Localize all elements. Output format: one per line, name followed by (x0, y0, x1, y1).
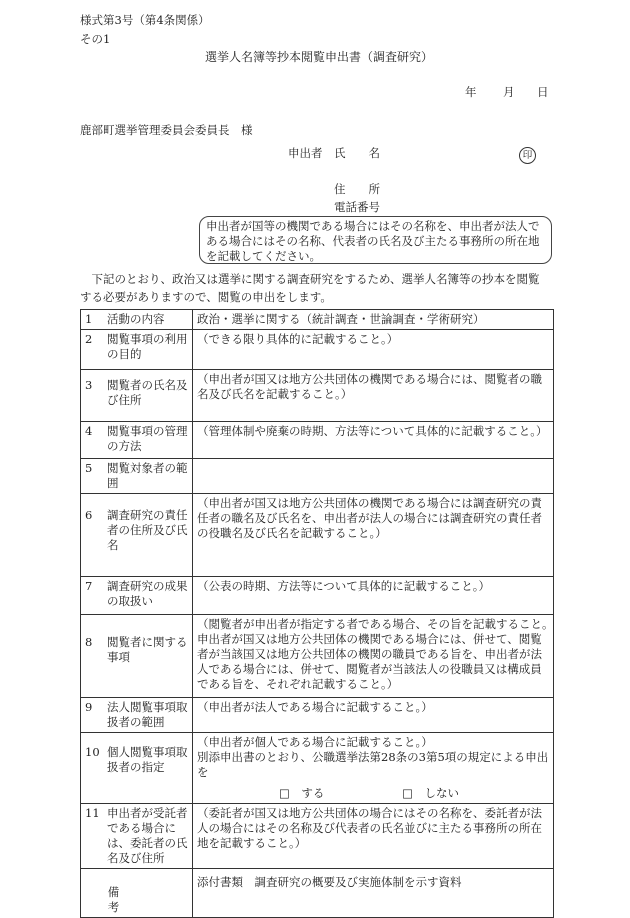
row-content-line: 申出者が国又は地方公共団体の機関である場合には、併せて、閲覧 (197, 632, 542, 646)
row-content-line: 政治・選挙に関する（統計調査・世論調査・学術研究） (197, 312, 485, 326)
row-label-cell (81, 459, 193, 494)
form-number: 様式第3号（第4条関係） (80, 13, 210, 27)
table-row (81, 494, 554, 577)
row-label: 申出者が受託者である場合には、委託者の氏名及び住所 (107, 806, 188, 865)
date-day-label: 日 (537, 85, 549, 99)
row-content-cell[interactable] (193, 615, 554, 698)
row-label-cell (81, 422, 193, 459)
row-content-line: 任者の職名及び氏名を、申出者が法人の場合には調査研究の責任者 (197, 511, 542, 525)
row-number: 6 (85, 508, 93, 522)
row-label: 法人閲覧事項取扱者の範囲 (107, 700, 188, 729)
seal-mark: 印 (519, 147, 536, 164)
applicant-note-text (206, 219, 540, 264)
applicant-phone-label: 電話番号 (334, 200, 380, 214)
row-number: 7 (85, 579, 93, 593)
row-label-cell (81, 310, 193, 330)
option-do-checkbox[interactable]: □ する (279, 786, 325, 800)
remarks-content: 添付書類 調査研究の概要及び実施体制を示す資料 (197, 875, 462, 889)
row-label-cell (81, 370, 193, 422)
row-content-line: 別添申出書のとおり、公職選挙法第28条の3第5項の規定による申出 (197, 750, 549, 764)
form-sub-number: その1 (80, 32, 111, 46)
remarks-label: 備考 (81, 869, 193, 918)
table-row (81, 459, 554, 494)
row-label-cell (81, 494, 193, 577)
row-content-line: （閲覧者が申出者が指定する者である場合、その旨を記載すること。 (197, 617, 554, 631)
option-do-not-checkbox[interactable]: □ しない (402, 786, 459, 800)
row-content-line: 人の場合にはその名称及び代表者の氏名並びに主たる事務所の所在 (197, 821, 542, 835)
applicant-note-line: を記載してください。 (206, 249, 321, 263)
row-content-cell[interactable] (193, 494, 554, 577)
row-number: 8 (85, 635, 93, 649)
row-label-cell (81, 804, 193, 869)
row-number: 3 (85, 378, 93, 392)
application-table (80, 309, 554, 918)
table-row (81, 615, 554, 698)
applicant-address-label: 住 所 (334, 182, 380, 196)
row-content-cell[interactable] (193, 577, 554, 615)
row-content-line: である旨を、それぞれ記載すること。） (197, 677, 399, 691)
row-content-line: を (197, 765, 209, 779)
table-row (81, 330, 554, 370)
row-label: 閲覧事項の利用の目的 (107, 332, 188, 361)
table-row (81, 422, 554, 459)
row-content-cell[interactable] (193, 804, 554, 869)
row-number: 4 (85, 424, 93, 438)
row-number: 1 (85, 312, 93, 326)
table-row (81, 370, 554, 422)
row-content-line: （委託者が国又は地方公共団体の場合にはその名称を、委託者が法 (197, 806, 542, 820)
intro-line: 下記のとおり、政治又は選挙に関する調査研究をするため、選挙人名簿等の抄本を閲覧 (80, 272, 540, 286)
row-content-cell[interactable] (193, 310, 554, 330)
row-label: 個人閲覧事項取扱者の指定 (107, 745, 188, 774)
row-label: 閲覧対象者の範囲 (107, 461, 188, 490)
row-content-cell[interactable] (193, 459, 554, 494)
table-row (81, 869, 554, 918)
table-row (81, 698, 554, 733)
addressee: 鹿部町選挙管理委員会委員長 様 (80, 123, 253, 137)
row-label-cell (81, 733, 193, 804)
row-content-line: 人である場合には、併せて、閲覧者が当該法人の役職員又は構成員 (197, 662, 542, 676)
row-content-line: （申出者が法人である場合に記載すること。） (197, 700, 433, 714)
date-month-label: 月 (503, 85, 515, 99)
row-label-cell (81, 698, 193, 733)
applicant-label: 申出者 (288, 146, 323, 160)
row-label-cell (81, 577, 193, 615)
applicant-note-line: 申出者が国等の機関である場合にはその名称を、申出者が法人で (206, 219, 540, 233)
row-label: 調査研究の成果の取扱い (107, 579, 188, 608)
row-content-cell[interactable] (193, 370, 554, 422)
date-year-label: 年 (465, 85, 477, 99)
row-label: 活動の内容 (107, 312, 165, 326)
row-content-cell[interactable] (193, 330, 554, 370)
row-content-line: 地を記載すること。） (197, 836, 307, 850)
row-number: 9 (85, 700, 93, 714)
row-content-line: （申出者が国又は地方公共団体の機関である場合には、閲覧者の職 (197, 372, 542, 386)
row-content-line: 者が当該国又は地方公共団体の機関の職員である旨を、申出者が法 (197, 647, 542, 661)
row-content-cell[interactable] (193, 698, 554, 733)
applicant-name-label: 氏 名 (334, 146, 380, 160)
designation-options (279, 786, 459, 801)
row-label: 調査研究の責任者の住所及び氏名 (107, 508, 188, 552)
row-number: 5 (85, 461, 93, 475)
row-content-line: （申出者が国又は地方公共団体の機関である場合には調査研究の責 (197, 496, 542, 510)
row-content-line: 名及び氏名を記載すること。） (197, 387, 353, 401)
table-row (81, 577, 554, 615)
page-title: 選挙人名簿等抄本閲覧申出書（調査研究） (205, 50, 434, 64)
row-content-line: （できる限り具体的に記載すること。） (197, 332, 399, 346)
table-row (81, 310, 554, 330)
applicant-note-box (199, 216, 552, 264)
row-label: 閲覧者に関する事項 (107, 635, 188, 664)
row-content-cell[interactable] (193, 733, 554, 804)
row-content-line: の役職名及び氏名を記載すること。） (197, 526, 387, 540)
row-content-line: （申出者が個人である場合に記載すること。） (197, 735, 433, 749)
row-content-line: （管理体制や廃棄の時期、方法等について具体的に記載すること。） (197, 424, 548, 438)
remarks-content-cell[interactable] (193, 869, 554, 918)
row-label-cell (81, 330, 193, 370)
row-content-cell[interactable] (193, 422, 554, 459)
row-number: 10 (85, 745, 100, 759)
row-label: 閲覧事項の管理の方法 (107, 424, 188, 453)
row-content-line: （公表の時期、方法等について具体的に記載すること。） (197, 579, 491, 593)
table-row (81, 804, 554, 869)
row-number: 11 (85, 806, 100, 820)
applicant-note-line: ある場合にはその名称、代表者の氏名及び主たる事務所の所在地 (206, 234, 540, 248)
row-label: 閲覧者の氏名及び住所 (107, 378, 188, 407)
intro-line: する必要がありますので、閲覧の申出をします。 (80, 290, 332, 304)
row-number: 2 (85, 332, 93, 346)
row-label-cell (81, 615, 193, 698)
table-row (81, 733, 554, 804)
